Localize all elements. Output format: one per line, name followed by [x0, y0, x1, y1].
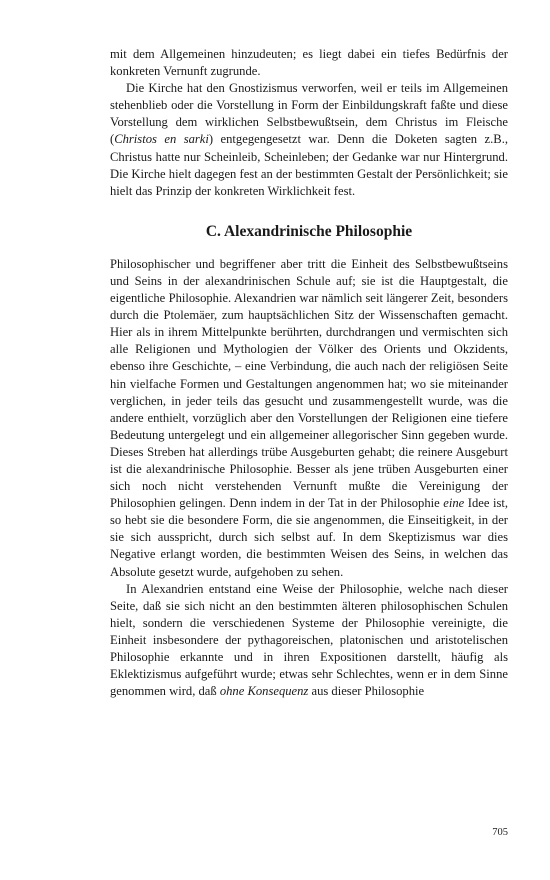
page-number: 705	[492, 827, 508, 838]
text-run: ) entgegengesetzt war. Denn die Doketen sagten z.B., Christus hatte nur Scheinleib, Scheinleben; der Gedanke war nur Hintergrund. Die Kirche hielt dagegen fest an der bestimmten Gestalt der Persönlichkeit; sie hielt das Prinzip der konkreten Wirklichkeit fest.	[110, 132, 508, 198]
paragraphs-top	[110, 46, 508, 200]
paragraph	[110, 581, 508, 701]
text-run: In Alexandrien entstand eine Weise der Philosophie, welche nach dieser Seite, daß sie sich nicht an den bestimmten älteren philosophischen Schulen hielt, sondern die verschiedenen Systeme der Philosophie vereinigte, die Einheit insbesondere der pythagoreischen, platonischen und aristotelischen Philosophie erkannte und in ihren Expositionen darstellt, häufig als Eklektizismus aufgeführt wurde; etwas sehr Schlechtes, wenn er in dem Sinne genommen wird, daß	[110, 581, 508, 699]
text-run: Philosophischer und begriffener aber tritt die Einheit des Selbstbewußtseins und Seins in der alexandrinischen Schule auf; sie ist die Hauptgestalt, die eigentliche Philosophie. Alexandrien war nämlich seit längerer Zeit, besonders durch die Ptolemäer, zum hauptsächlichen Sitz der Wissenschaften gemacht. Hier als in ihrem Mittelpunkte berührten, durchdrangen und vermischten sich alle Religionen und Mythologien der Völker des Orients und Okzidents, ebenso ihre Geschichte, – eine Verbindung, die auch nach der religiösen Seite hin vielfache Formen und Gestaltungen angenommen hat; wo sie miteinander verglichen, in jeder teils das gesucht und zusammengestellt wurde, was die andere enthielt, vorzüglich aber den Vorstellungen der Religionen eine tiefere Bedeutung untergelegt und ein allgemeiner allegorischer Sinn gegeben wurde. Dieses Streben hat allerdings trübe Ausgeburten gehabt; die reinere Ausgeburt ist die alexandrinische Philosophie. Besser als jene trüben Ausgeburten einer sich noch nicht verstehenden Vernunft mußte die Vereinigung der Philosophien gelingen. Denn indem in der Tat in der Philosophie	[110, 256, 508, 511]
paragraph	[110, 80, 508, 200]
text-run: Idee ist, so hebt sie die besondere Form, die sie angenommen, die Einseitigkeit, in der sie sich ausspricht, durch sich selbst auf. In dem Skeptizismus war dies Negative erlangt worden, die bestimmten Weisen des Seins, in welchen das Absolute gesetzt wurde, aufgehoben zu sehen.	[110, 496, 508, 579]
italic-text: ohne Konsequenz	[219, 684, 309, 699]
book-page	[110, 46, 508, 700]
paragraph	[110, 46, 508, 80]
text-run: Die Kirche hat den Gnostizismus verworfen, weil er teils im Allgemeinen stehenblieb oder die Vorstellung in Form der Einbildungskraft faßte und diese Vorstellung dem wirklichen Selbstbewußtsein, dem Christus im Fleische (	[110, 81, 508, 147]
paragraphs-bottom	[110, 256, 508, 700]
italic-text: Christos en sarki	[114, 132, 209, 147]
text-run: mit dem Allgemeinen hinzudeuten; es liegt dabei ein tiefes Bedürfnis der konkreten Vernunft zugrunde.	[110, 47, 508, 79]
italic-text: eine	[443, 496, 465, 511]
paragraph	[110, 256, 508, 581]
section-heading: C. Alexandrinische Philosophie	[205, 222, 413, 240]
text-run: aus dieser Philosophie	[308, 684, 425, 699]
